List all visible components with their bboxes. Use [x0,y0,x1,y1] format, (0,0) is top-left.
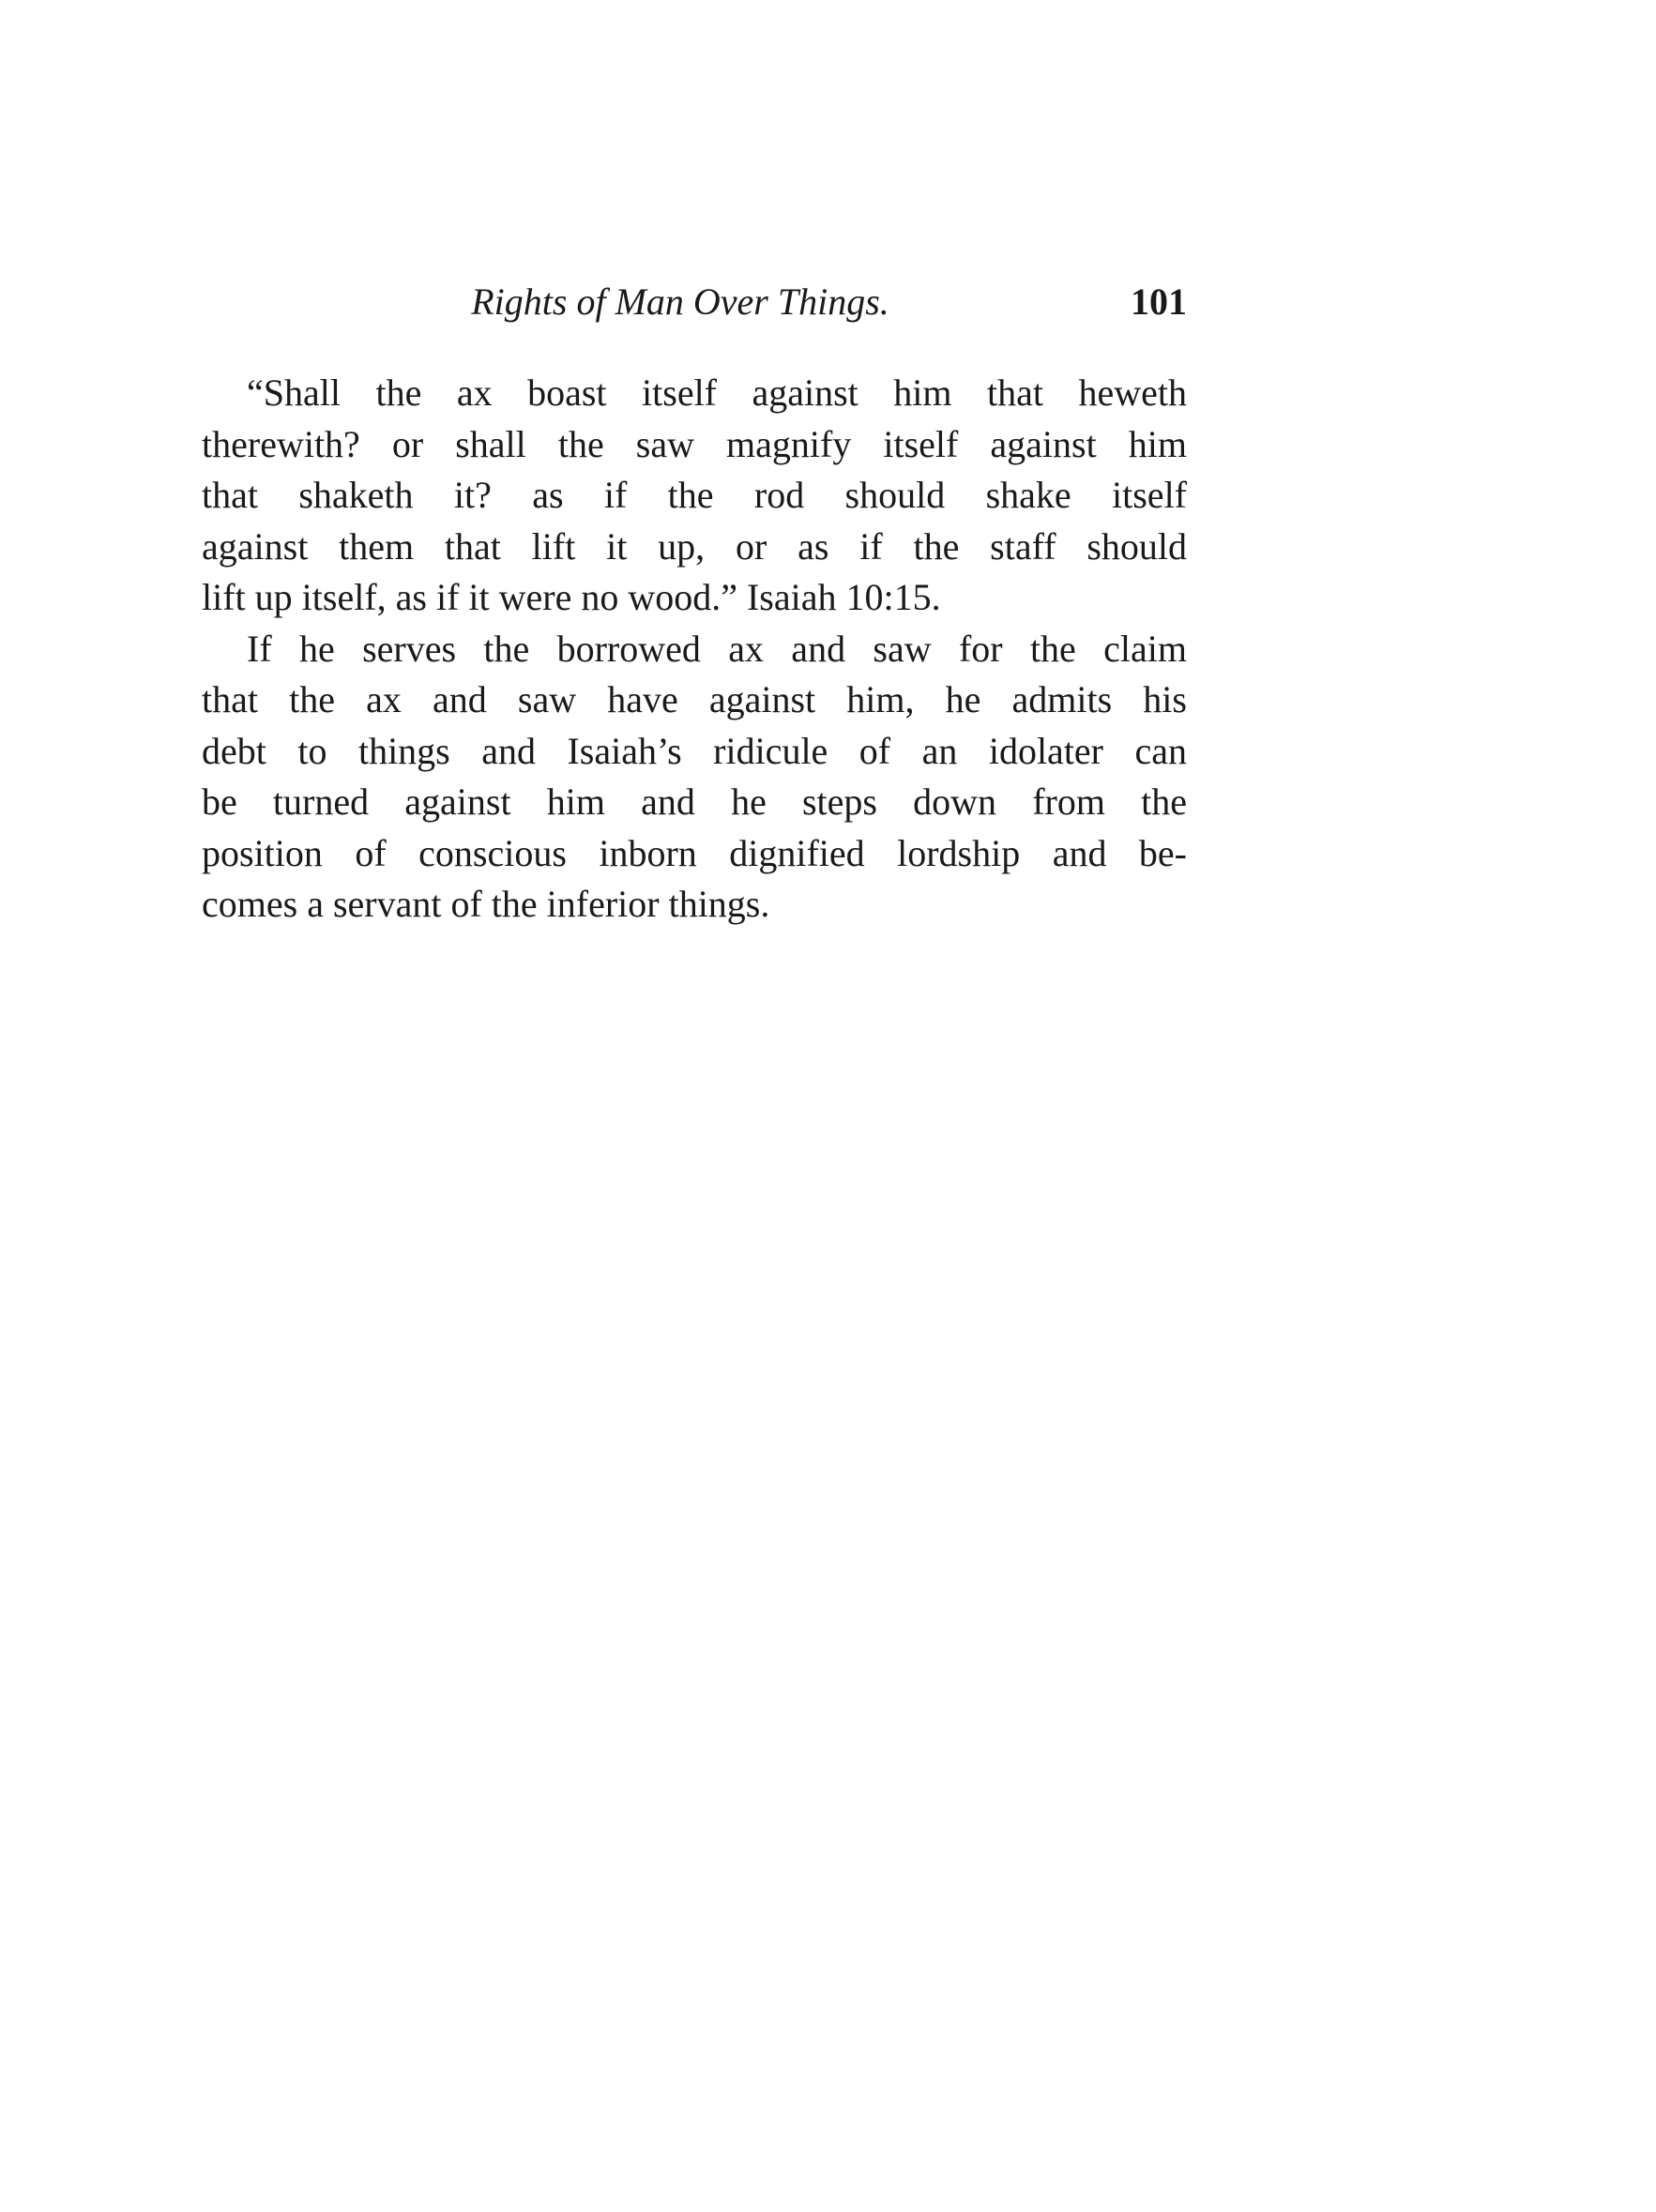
paragraph [202,368,1187,624]
text-line: lift up itself, as if it were no wood.” Isaiah 10:15. [202,576,941,618]
text-line: If he serves the borrowed ax and saw for the claim [247,627,1187,670]
body-text [202,368,1187,931]
running-title: Rights of Man Over Things. [471,280,889,323]
paragraph [202,624,1187,931]
running-head [202,274,1187,330]
text-line: that shaketh it? as if the rod should shake itself [202,474,1187,516]
text-line: that the ax and saw have against him, he admits his [202,678,1187,720]
text-line: therewith? or shall the saw magnify itself against him [202,422,1187,465]
page-number: 101 [1131,280,1187,323]
text-line: debt to things and Isaiah’s ridicule of an idolater can [202,729,1187,772]
text-line: against them that lift it up, or as if the staff should [202,524,1187,568]
text-line: be turned against him and he steps down from the [202,780,1187,823]
text-line: position of conscious inborn dignified lordship and be- [202,831,1187,874]
text-line: “Shall the ax boast itself against him that heweth [247,371,1187,414]
text-line: comes a servant of the inferior things. [202,883,770,925]
